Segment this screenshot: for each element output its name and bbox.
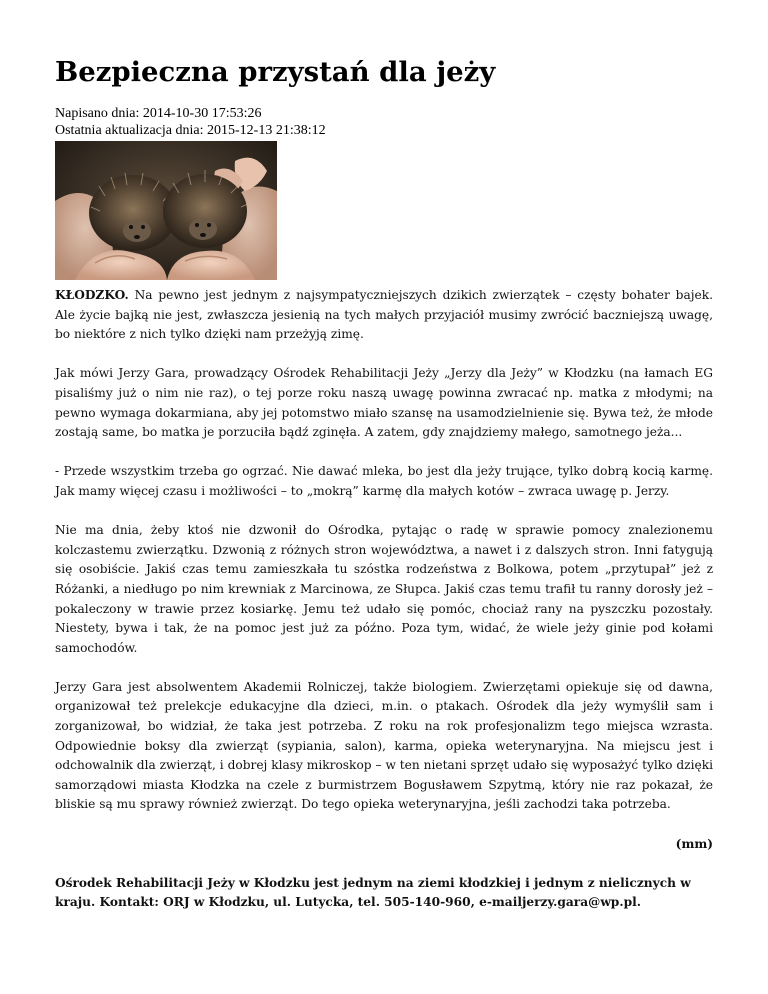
paragraph: Nie ma dnia, żeby ktoś nie dzwonił do Ośrodka, pytając o radę w sprawie pomocy znalezionemu kolczastemu zwierzątku. Dzwonią z różnych stron województwa, a nawet i z dalszych stron. Inni fatygują się osobiście. Jakiś czas temu zamieszkała tu szóstka rodzeństwa z Bolkowa, potem „przytupał” jeż z Różanki, a niedługo po nim krewniak z Marcinowa, ze Słupca. Jakiś czas temu trafił tu ranny dorosły jeż – pokaleczony w trawie przez kosiarkę. Jemu też udało się pomóc, chociaż rany na pyszczku pozostały. Niestety, bywa i tak, że na pomoc jest już za późno. Poza tym, widać, że wiele jeży ginie pod kołami samochodów. bbox=[55, 523, 713, 655]
lead-label: KŁODZKO. bbox=[55, 288, 129, 302]
article-title: Bezpieczna przystań dla jeży bbox=[55, 56, 496, 88]
hedgehog-photo bbox=[55, 141, 277, 280]
published-date: Napisano dnia: 2014-10-30 17:53:26 bbox=[55, 106, 262, 121]
lead-paragraph bbox=[55, 286, 713, 345]
author-signature: (mm) bbox=[675, 836, 713, 851]
article-body bbox=[55, 286, 713, 933]
article-meta bbox=[55, 105, 326, 139]
paragraph: - Przede wszystkim trzeba go ogrzać. Nie dawać mleka, bo jest dla jeży trujące, tylko dobrą kocią karmę. Jak mamy więcej czasu i możliwości – to „mokrą” karmę dla małych kotów – zwraca uwagę p. Jerzy. bbox=[55, 464, 713, 498]
lead-text: Na pewno jest jednym z najsympatyczniejszych dzikich zwierzątek – częsty bohater bajek. Ale życie bajką nie jest, zwłaszcza jesienią na tych małych przyjaciół musimy zwrócić baczniejszą uwagę, bo niektóre z nich tylko dzięki nam przeżyją zimę. bbox=[55, 288, 713, 342]
footer-note: Ośrodek Rehabilitacji Jeży w Kłodzku jest jednym na ziemi kłodzkiej i jednym z nielicznych w kraju. Kontakt: ORJ w Kłodzku, ul. Lutycka, tel. 505-140-960, e-mailjerzy.gara@wp.pl. bbox=[55, 875, 691, 910]
paragraph: Jerzy Gara jest absolwentem Akademii Rolniczej, także biologiem. Zwierzętami opiekuje się od dawna, organizował też prelekcje edukacyjne dla dzieci, m.in. o ptakach. Ośrodek dla jeży wymyślił sam i zorganizował, bo widział, że taka jest potrzeba. Z roku na rok profesjonalizm tego miejsca wzrasta. Odpowiednie boksy dla zwierząt (sypiania, salon), karma, opieka weterynaryjna. Na miejscu jest i odchowalnik dla zwierząt, i dobrej klasy mikroskop – w ten nietani sprzęt udało się wyposażyć tylko dzięki samorządowi miasta Kłodzka na czele z burmistrzem Bogusławem Szpytmą, który nie raz pokazał, że bliskie są mu sprawy również zwierząt. Do tego opieka weterynaryjna, jeśli zachodzi taka potrzeba. bbox=[55, 679, 713, 812]
paragraph: Jak mówi Jerzy Gara, prowadzący Ośrodek Rehabilitacji Jeży „Jerzy dla Jeży” w Kłodzku (na łamach EG pisaliśmy już o nim nie raz), o tej porze roku naszą uwagę powinna zwracać np. matka z młodymi; na pewno wymaga dokarmiana, aby jej potomstwo miało szansę na usamodzielnienie się. Bywa też, że młode zostają same, bo matka je porzuciła bądź zginęła. A zatem, gdy znajdziemy małego, samotnego jeża... bbox=[55, 366, 713, 440]
updated-date: Ostatnia aktualizacja dnia: 2015-12-13 21:38:12 bbox=[55, 123, 326, 138]
